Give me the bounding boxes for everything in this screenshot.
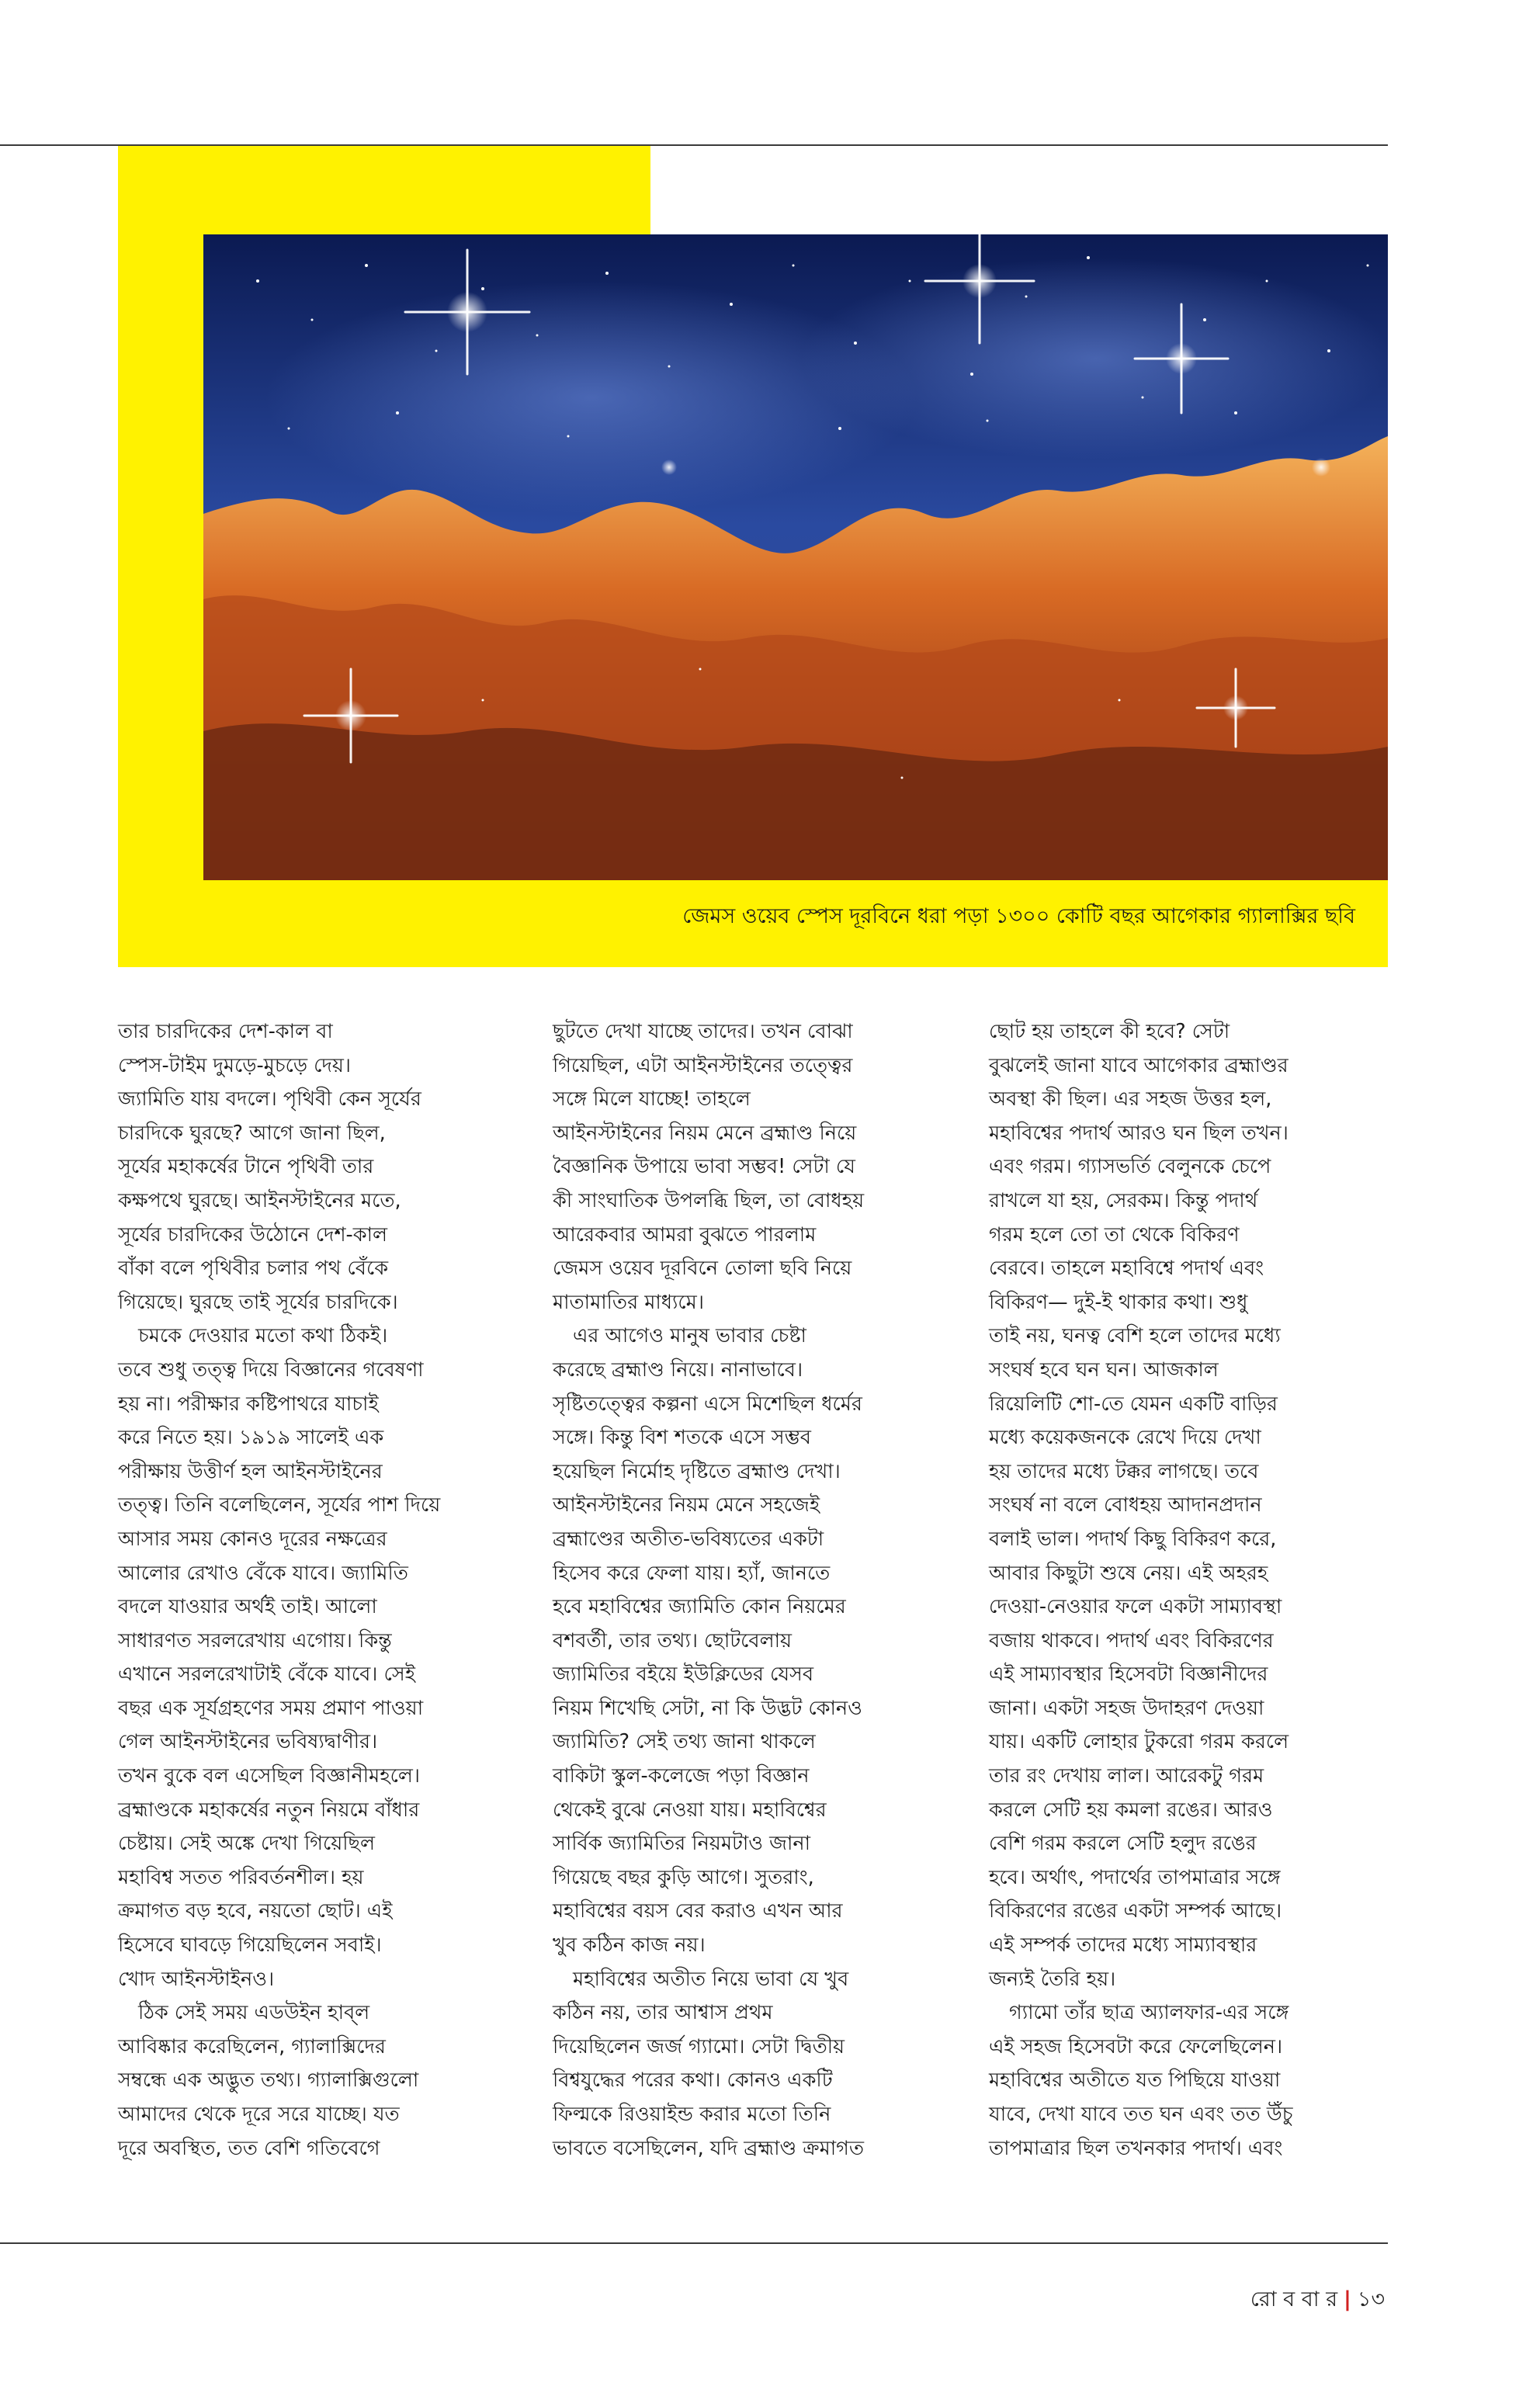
text-line: আইনস্টাইনের নিয়ম মেনে সহজেই	[553, 1493, 820, 1517]
text-line: তখন বুকে বল এসেছিল বিজ্ঞানীমহলে।	[118, 1764, 420, 1788]
text-line: এই সম্পর্ক তাদের মধ্যে সাম্যাবস্থার	[989, 1933, 1257, 1958]
text-line: এবং গরম। গ্যাসভর্তি বেলুনকে চেপে	[989, 1155, 1271, 1179]
text-line: আইনস্টাইনের নিয়ম মেনে ব্রহ্মাণ্ড নিয়ে	[553, 1121, 857, 1145]
text-line: থেকেই বুঝে নেওয়া যায়। মহাবিশ্বের	[553, 1798, 827, 1822]
text-line: রিয়েলিটি শো-তে যেমন একটি বাড়ির	[989, 1392, 1278, 1416]
text-line: বৈজ্ঞানিক উপায়ে ভাবা সম্ভব! সেটা যে	[553, 1155, 855, 1179]
text-line: আলোর রেখাও বেঁকে যাবে। জ্যামিতি	[118, 1561, 408, 1585]
text-line: সূর্যের মহাকর্ষের টানে পৃথিবী তার	[118, 1155, 374, 1179]
text-line: গিয়েছে। ঘুরছে তাই সূর্যের চারদিকে।	[118, 1290, 398, 1314]
article-column-1	[118, 1015, 511, 2166]
text-line: তাপমাত্রার ছিল তখনকার পদার্থ। এবং	[989, 2136, 1283, 2160]
text-line: কক্ষপথে ঘুরছে। আইনস্টাইনের মতে,	[118, 1188, 401, 1212]
nebula-illustration	[203, 234, 1388, 880]
text-line: বছর এক সূর্যগ্রহণের সময় প্রমাণ পাওয়া	[118, 1696, 424, 1720]
text-line: বুঝলেই জানা যাবে আগেকার ব্রহ্মাণ্ডর	[989, 1053, 1289, 1077]
text-line: করে নিতে হয়। ১৯১৯ সালেই এক	[118, 1426, 384, 1450]
text-line: গিয়েছে বছর কুড়ি আগে। সুতরাং,	[553, 1865, 814, 1889]
text-line: জানা। একটা সহজ উদাহরণ দেওয়া	[989, 1696, 1264, 1720]
text-line: সার্বিক জ্যামিতির নিয়মটাও জানা	[553, 1832, 810, 1856]
text-line: ক্রমাগত বড় হবে, নয়তো ছোট। এই	[118, 1899, 393, 1923]
text-line: তবে শুধু তত্ত্ব দিয়ে বিজ্ঞানের গবেষণা	[118, 1358, 424, 1382]
paragraph-start: ঠিক সেই সময় এডউইন হাব্‌ল	[138, 2001, 370, 2025]
text-line: রাখলে যা হয়, সেরকম। কিন্তু পদার্থ	[989, 1188, 1258, 1212]
text-line: করলে সেটি হয় কমলা রঙের। আরও	[989, 1798, 1273, 1822]
text-line: ভাবতে বসেছিলেন, যদি ব্রহ্মাণ্ড ক্রমাগত	[553, 2136, 864, 2160]
text-line: চেষ্টায়। সেই অঙ্কে দেখা গিয়েছিল	[118, 1832, 375, 1856]
text-line: জ্যামিতি? সেই তথ্য জানা থাকলে	[553, 1730, 816, 1754]
text-line: আসার সময় কোনও দূরের নক্ষত্রের	[118, 1527, 387, 1551]
text-line: বদলে যাওয়ার অর্থই তাই। আলো	[118, 1595, 377, 1619]
text-line: দিয়েছিলেন জর্জ গ্যামো। সেটা দ্বিতীয়	[553, 2034, 845, 2058]
text-line: তাই নয়, ঘনত্ব বেশি হলে তাদের মধ্যে	[989, 1324, 1281, 1348]
text-line: হবে মহাবিশ্বের জ্যামিতি কোন নিয়মের	[553, 1595, 846, 1619]
text-line: মহাবিশ্বের বয়স বের করাও এখন আর	[553, 1899, 843, 1923]
text-line: এখানে সরলরেখাটাই বেঁকে যাবে। সেই	[118, 1663, 415, 1687]
text-line: হিসেবে ঘাবড়ে গিয়েছিলেন সবাই।	[118, 1933, 382, 1958]
folio-separator: |	[1344, 2287, 1351, 2311]
text-line: সঙ্গে মিলে যাচ্ছে! তাহলে	[553, 1087, 751, 1112]
paragraph-start: এর আগেও মানুষ ভাবার চেষ্টা	[573, 1324, 806, 1348]
text-line: যাবে, দেখা যাবে তত ঘন এবং তত উঁচু	[989, 2103, 1293, 2126]
text-line: হয় না। পরীক্ষার কষ্টিপাথরে যাচাই	[118, 1392, 379, 1416]
text-line: বাকিটা স্কুল-কলেজে পড়া বিজ্ঞান	[553, 1764, 810, 1788]
text-line: আবিষ্কার করেছিলেন, গ্যালাক্সিদের	[118, 2034, 386, 2058]
text-line: বাঁকা বলে পৃথিবীর চলার পথ বেঁকে	[118, 1257, 389, 1281]
text-line: মহাবিশ্বের পদার্থ আরও ঘন ছিল তখন।	[989, 1121, 1289, 1145]
nebula-photo	[203, 234, 1388, 880]
text-line: ছোট হয় তাহলে কী হবে? সেটা	[989, 1020, 1230, 1043]
text-line: যায়। একটি লোহার টুকরো গরম করলে	[989, 1730, 1289, 1754]
text-line: সৃষ্টিতত্ত্বের কল্পনা এসে মিশেছিল ধর্মের	[553, 1392, 862, 1416]
text-line: জ্যামিতির বইয়ে ইউক্লিডের যেসব	[553, 1663, 814, 1687]
paragraph-start: চমকে দেওয়ার মতো কথা ঠিকই।	[138, 1324, 388, 1348]
text-line: বেশি গরম করলে সেটি হলুদ রঙের	[989, 1832, 1257, 1856]
paragraph-start: মহাবিশ্বের অতীত নিয়ে ভাবা যে খুব	[573, 1967, 849, 1991]
photo-caption: জেমস ওয়েব স্পেস দূরবিনে ধরা পড়া ১৩০০ কোটি বছর আগেকার গ্যালাক্সির ছবি	[682, 904, 1355, 928]
text-line: সংঘর্ষ হবে ঘন ঘন। আজকাল	[989, 1358, 1219, 1382]
text-line: বিশ্বযুদ্ধের পরের কথা। কোনও একটি	[553, 2069, 833, 2093]
text-line: হিসেব করে ফেলা যায়। হ্যাঁ, জানতে	[553, 1561, 831, 1585]
text-line: তত্ত্ব। তিনি বলেছিলেন, সূর্যের পাশ দিয়ে	[118, 1493, 441, 1517]
text-line: বলাই ভাল। পদার্থ কিছু বিকিরণ করে,	[989, 1527, 1277, 1551]
article-column-3	[989, 1015, 1382, 2166]
text-line: হবে। অর্থাৎ, পদার্থের তাপমাত্রার সঙ্গে	[989, 1865, 1281, 1889]
text-line: বিকিরণ— দুই-ই থাকার কথা। শুধু	[989, 1290, 1248, 1314]
text-line: সংঘর্ষ না বলে বোধহয় আদানপ্রদান	[989, 1493, 1262, 1517]
text-line: বজায় থাকবে। পদার্থ এবং বিকিরণের	[989, 1628, 1274, 1653]
page-footer	[1250, 2284, 1385, 2318]
text-line: আমাদের থেকে দূরে সরে যাচ্ছে। যত	[118, 2103, 400, 2126]
text-line: ছুটতে দেখা যাচ্ছে তাদের। তখন বোঝা	[553, 1020, 853, 1043]
text-line: মহাবিশ্ব সতত পরিবর্তনশীল। হয়	[118, 1865, 364, 1889]
text-line: চারদিকে ঘুরছে? আগে জানা ছিল,	[118, 1121, 386, 1145]
text-line: আরেকবার আমরা বুঝতে পারলাম	[553, 1223, 817, 1247]
text-line: কী সাংঘাতিক উপলব্ধি ছিল, তা বোধহয়	[553, 1188, 865, 1212]
text-line: হয়েছিল নির্মোহ দৃষ্টিতে ব্রহ্মাণ্ড দেখা।	[553, 1459, 841, 1483]
text-line: মাতামাতির মাধ্যমে।	[553, 1290, 704, 1314]
text-line: তার চারদিকের দেশ-কাল বা	[118, 1020, 333, 1043]
text-line: সম্বন্ধে এক অদ্ভুত তথ্য। গ্যালাক্সিগুলো	[118, 2069, 419, 2093]
text-line: বিকিরণের রঙের একটা সম্পর্ক আছে।	[989, 1899, 1282, 1923]
text-line: সঙ্গে। কিন্তু বিশ শতকে এসে সম্ভব	[553, 1426, 811, 1450]
text-line: ফিল্মকে রিওয়াইন্ড করার মতো তিনি	[553, 2103, 831, 2126]
text-line: বেরবে। তাহলে মহাবিশ্বে পদার্থ এবং	[989, 1257, 1264, 1281]
publication-name: রো ব বা র	[1250, 2287, 1338, 2311]
text-line: কঠিন নয়, তার আশ্বাস প্রথম	[553, 2001, 773, 2025]
text-line: খুব কঠিন কাজ নয়।	[553, 1933, 706, 1958]
text-line: ব্রহ্মাণ্ডের অতীত-ভবিষ্যতের একটা	[553, 1527, 824, 1551]
text-line: করেছে ব্রহ্মাণ্ড নিয়ে। নানাভাবে।	[553, 1358, 803, 1382]
text-line: ব্রহ্মাণ্ডকে মহাকর্ষের নতুন নিয়মে বাঁধার	[118, 1798, 420, 1822]
text-line: তার রং দেখায় লাল। আরেকটু গরম	[989, 1764, 1264, 1788]
text-line: মধ্যে কয়েকজনকে রেখে দিয়ে দেখা	[989, 1426, 1261, 1450]
text-line: জ্যামিতি যায় বদলে। পৃথিবী কেন সূর্যের	[118, 1087, 421, 1112]
paragraph-start: গ্যামো তাঁর ছাত্র অ্যালফার-এর সঙ্গে	[1009, 2001, 1289, 2025]
page-number: ১৩	[1357, 2287, 1385, 2311]
text-line: এই সাম্যাবস্থার হিসেবটা বিজ্ঞানীদের	[989, 1663, 1268, 1687]
text-line: হয় তাদের মধ্যে টক্কর লাগছে। তবে	[989, 1459, 1259, 1483]
text-line: স্পেস-টাইম দুমড়ে-মুচড়ে দেয়।	[118, 1053, 352, 1077]
text-line: দূরে অবস্থিত, তত বেশি গতিবেগে	[118, 2136, 380, 2160]
text-line: অবস্থা কী ছিল। এর সহজ উত্তর হল,	[989, 1087, 1272, 1112]
text-line: জন্যই তৈরি হয়।	[989, 1967, 1116, 1991]
bottom-rule	[0, 2242, 1388, 2244]
text-line: গেল আইনস্টাইনের ভবিষ্যদ্বাণীর।	[118, 1730, 378, 1754]
text-line: দেওয়া-নেওয়ার ফলে একটা সাম্যাবস্থা	[989, 1595, 1282, 1619]
text-line: জেমস ওয়েব দূরবিনে তোলা ছবি নিয়ে	[553, 1257, 852, 1281]
text-line: সূর্যের চারদিকের উঠোনে দেশ-কাল	[118, 1223, 387, 1247]
text-line: মহাবিশ্বের অতীতে যত পিছিয়ে যাওয়া	[989, 2069, 1281, 2093]
article-column-2	[553, 1015, 945, 2166]
text-line: সাধারণত সরলরেখায় এগোয়। কিন্তু	[118, 1628, 392, 1653]
text-line: এই সহজ হিসেবটা করে ফেলেছিলেন।	[989, 2034, 1283, 2058]
text-line: গরম হলে তো তা থেকে বিকিরণ	[989, 1223, 1240, 1247]
text-line: পরীক্ষায় উত্তীর্ণ হল আইনস্টাইনের	[118, 1459, 383, 1483]
yellow-tab	[118, 146, 650, 238]
text-line: নিয়ম শিখেছি সেটা, না কি উদ্ভট কোনও	[553, 1696, 862, 1720]
text-line: বশবর্তী, তার তথ্য। ছোটবেলায়	[553, 1628, 792, 1653]
text-line: গিয়েছিল, এটা আইনস্টাইনের তত্ত্বের	[553, 1053, 853, 1077]
text-line: আবার কিছুটা শুষে নেয়। এই অহরহ	[989, 1561, 1268, 1585]
text-line: খোদ আইনস্টাইনও।	[118, 1967, 275, 1991]
